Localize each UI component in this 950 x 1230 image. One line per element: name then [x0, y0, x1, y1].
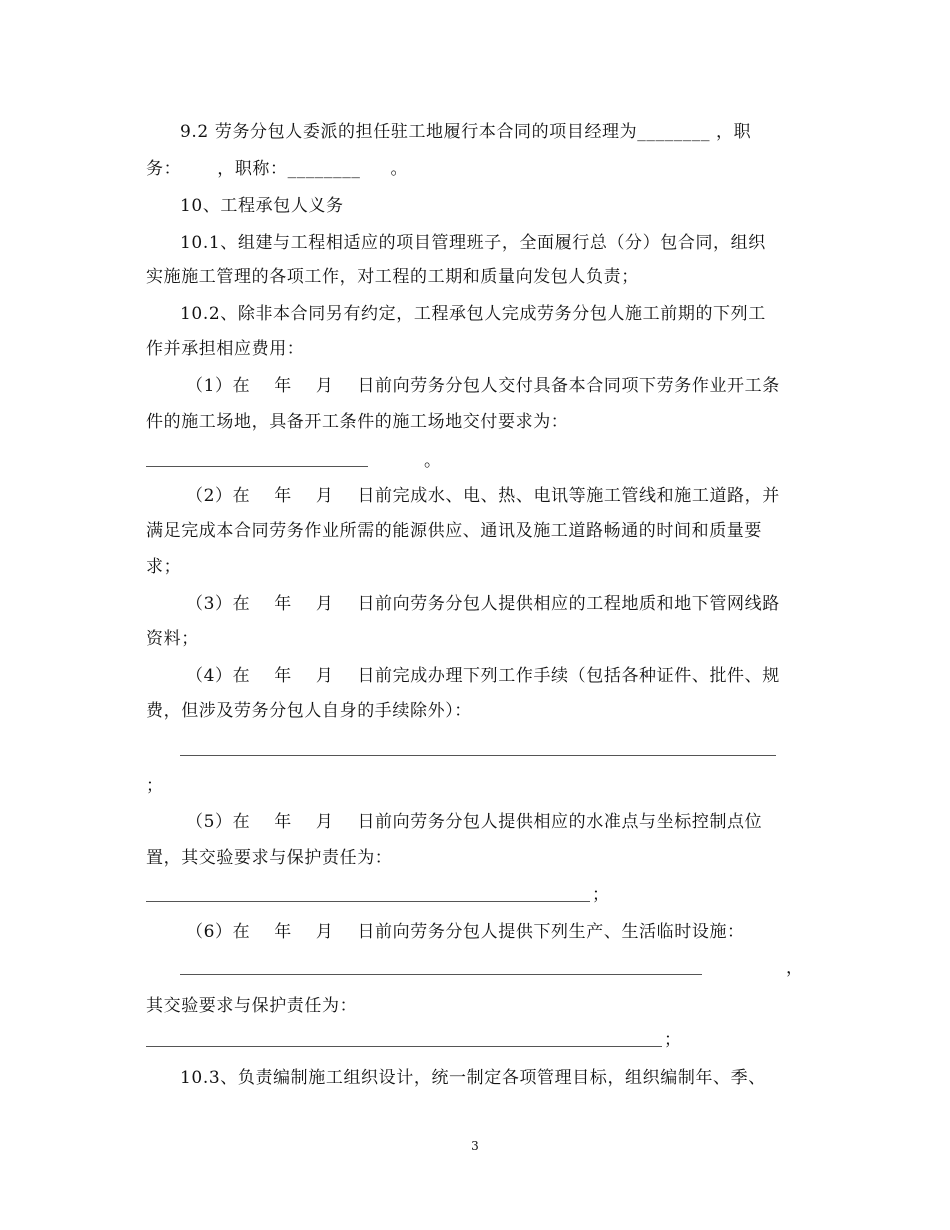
item-5-line-2: 置，其交验要求与保护责任为：	[146, 848, 393, 868]
para-10-2-line-1: 10.2、除非本合同另有约定，工程承包人完成劳务分包人施工前期的下列工	[180, 304, 766, 324]
item-1-line-2: 件的施工场地，具备开工条件的施工场地交付要求为：	[146, 412, 569, 432]
item-1-line-1: （1）在 年 月 日前向劳务分包人交付具备本合同项下劳务作业开工条	[186, 376, 780, 396]
item-3-line-2: 资料；	[146, 629, 199, 649]
para-10-1-line-2: 实施施工管理的各项工作，对工程的工期和质量向发包人负责；	[146, 267, 639, 287]
item-3-line-1: （3）在 年 月 日前向劳务分包人提供相应的工程地质和地下管网线路	[186, 594, 780, 614]
item-5-end-mark: ；	[592, 885, 610, 905]
item-5-blank-line	[146, 901, 590, 902]
item-6-end-mark: ；	[664, 1030, 682, 1050]
item-1-end-mark: 。	[424, 451, 442, 471]
para-10-2-line-2: 作并承担相应费用：	[146, 339, 305, 359]
para-10-3-line-1: 10.3、负责编制施工组织设计，统一制定各项管理目标，组织编制年、季、	[180, 1068, 766, 1088]
item-2-line-2: 满足完成本合同劳务作业所需的能源供应、通讯及施工道路畅通的时间和质量要	[146, 521, 762, 541]
item-6-line-1: （6）在 年 月 日前向劳务分包人提供下列生产、生活临时设施：	[186, 922, 745, 942]
para-9-2-line-2: 务： ，职称：________ 。	[146, 159, 409, 179]
item-6-blank-line-2	[146, 1046, 662, 1047]
section-10-title: 10、工程承包人义务	[180, 196, 344, 216]
item-6-line-3: 其交验要求与保护责任为：	[146, 996, 358, 1016]
item-4-blank-line	[180, 755, 776, 756]
item-6-blank-line-1	[180, 974, 702, 975]
item-1-blank-line	[146, 466, 368, 467]
page-number: 3	[471, 1139, 479, 1153]
item-4-line-2: 费，但涉及劳务分包人自身的手续除外）：	[146, 701, 472, 721]
item-4-line-1: （4）在 年 月 日前完成办理下列工作手续（包括各种证件、批件、规	[186, 666, 780, 686]
item-4-end-mark: ；	[146, 776, 164, 796]
item-6-comma: ，	[786, 958, 804, 978]
para-10-1-line-1: 10.1、组建与工程相适应的项目管理班子，全面履行总（分）包合同，组织	[180, 233, 766, 253]
para-9-2-line-1: 9.2 劳务分包人委派的担任驻工地履行本合同的项目经理为________ ，职	[180, 122, 752, 142]
item-2-line-1: （2）在 年 月 日前完成水、电、热、电讯等施工管线和施工道路，并	[186, 486, 780, 506]
item-2-line-3: 求；	[146, 557, 182, 577]
item-5-line-1: （5）在 年 月 日前向劳务分包人提供相应的水准点与坐标控制点位	[186, 812, 763, 832]
